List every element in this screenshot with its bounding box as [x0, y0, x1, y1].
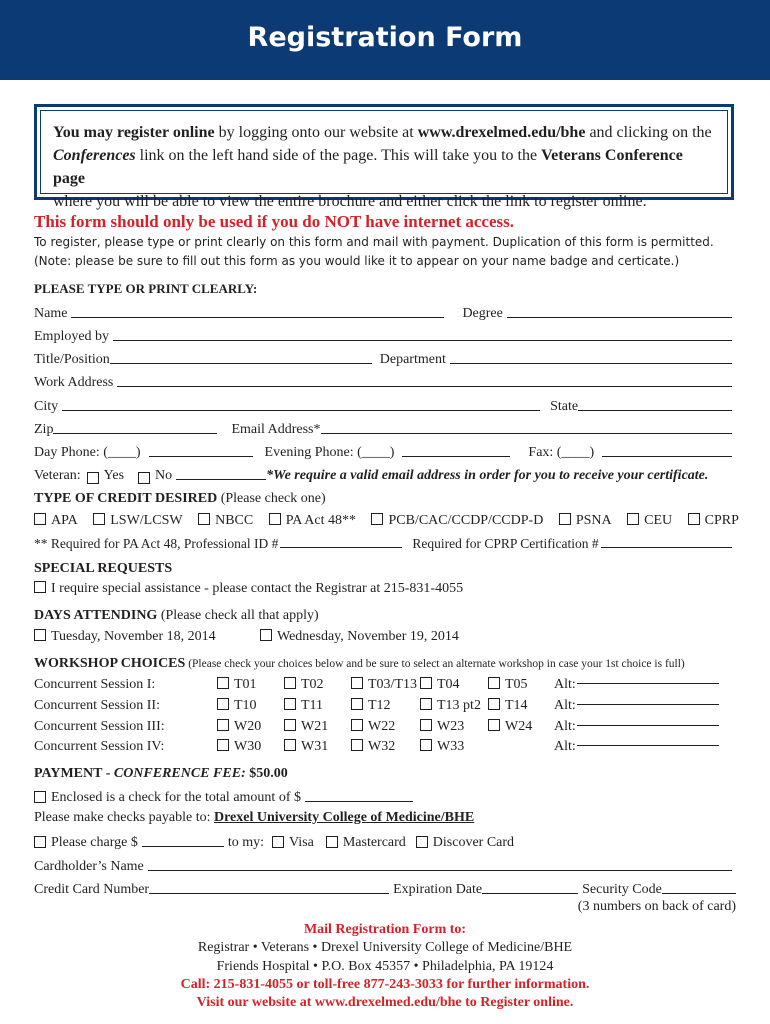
department-label: Department	[379, 352, 446, 367]
email-requirement-note: *We require a valid email address in order for you to receive your certificate.	[266, 468, 709, 483]
veteran-field[interactable]	[176, 479, 266, 480]
alt-field[interactable]	[577, 683, 719, 684]
to-my-label: to my:	[227, 835, 264, 850]
mail-address-line-1: Registrar • Veterans • Drexel University College of Medicine/BHE	[197, 940, 573, 955]
charge-amount-field[interactable]	[142, 846, 224, 847]
veteran-yes-label: Yes	[103, 468, 125, 483]
payable-row	[34, 810, 474, 826]
zip-row	[34, 418, 736, 438]
phone-row	[34, 441, 736, 461]
degree-label: Degree	[462, 306, 503, 321]
workshop-label: W23	[437, 719, 465, 734]
title-position-field[interactable]	[110, 363, 372, 364]
employed-by-field[interactable]	[113, 340, 732, 341]
charge-label: Please charge $	[51, 835, 138, 850]
workshop-checkbox[interactable]	[488, 677, 500, 689]
workshop-label: T11	[301, 698, 324, 713]
card-number-label: Credit Card Number	[34, 882, 150, 897]
card-number-row	[34, 878, 736, 898]
name-field[interactable]	[71, 317, 444, 318]
credit-id-row	[34, 532, 736, 552]
credit-option-label: APA	[51, 513, 78, 528]
payment-heading	[34, 766, 288, 782]
session-2-row	[34, 698, 736, 718]
workshop-label: T04	[437, 677, 460, 692]
credit-option-label: PSNA	[575, 513, 612, 528]
work-address-row	[34, 371, 736, 391]
veteran-no-label: No	[155, 468, 173, 483]
online-text-3: link on the left hand side of the page. This will take you to the	[135, 147, 542, 164]
credit-heading-text: TYPE OF CREDIT DESIRED	[34, 491, 218, 506]
fee-amount: $50.00	[245, 766, 288, 781]
credit-option-label: PCB/CAC/CCDP/CCDP-D	[388, 513, 544, 528]
special-requests-row	[34, 581, 463, 597]
workshop-checkbox[interactable]	[217, 698, 229, 710]
day-1-checkbox[interactable]	[34, 629, 46, 641]
alt-label: Alt:	[554, 698, 576, 713]
cprp-id-field[interactable]	[601, 547, 732, 548]
workshop-checkbox[interactable]	[488, 698, 500, 710]
website-info: Visit our website at www.drexelmed.edu/bhe to Register online.	[196, 995, 574, 1010]
zip-label: Zip	[34, 422, 54, 437]
workshop-label: T03/T13	[368, 677, 417, 692]
call-info: Call: 215-831-4055 or toll-free 877-243-3033 for further information.	[180, 977, 590, 992]
workshop-checkbox[interactable]	[351, 719, 363, 731]
credit-option-label: NBCC	[215, 513, 254, 528]
check-amount-field[interactable]	[305, 801, 413, 802]
payment-heading-text: PAYMENT -	[34, 766, 114, 781]
workshop-label: W31	[301, 739, 329, 754]
workshop-label: W21	[301, 719, 329, 734]
mastercard-checkbox[interactable]	[326, 836, 338, 848]
session-3-row	[34, 719, 736, 739]
credit-checkbox[interactable]	[269, 513, 281, 525]
fax-field[interactable]	[602, 456, 732, 457]
day-1-label: Tuesday, November 18, 2014	[51, 629, 216, 644]
email-label: Email Address*	[231, 422, 321, 437]
work-address-field[interactable]	[117, 386, 732, 387]
cardholder-row	[34, 855, 736, 875]
enclosed-check-label: Enclosed is a check for the total amount of $	[51, 790, 301, 805]
day-1-row	[34, 629, 216, 645]
workshop-checkbox[interactable]	[420, 677, 432, 689]
credit-heading	[34, 491, 326, 507]
online-text-4: where you will be able to view the entire brochure and either click the link to register online.	[53, 193, 647, 210]
mail-heading: Mail Registration Form to:	[303, 922, 467, 937]
credit-checkbox[interactable]	[688, 513, 700, 525]
internet-warning: This form should only be used if you do NOT have internet access.	[34, 212, 514, 231]
workshop-checkbox[interactable]	[420, 719, 432, 731]
workshop-label: W22	[368, 719, 396, 734]
alt-label: Alt:	[554, 677, 576, 692]
alt-field[interactable]	[577, 745, 719, 746]
discover-label: Discover Card	[432, 835, 515, 850]
workshop-checkbox[interactable]	[217, 739, 229, 751]
workshop-label: T10	[234, 698, 257, 713]
professional-id-field[interactable]	[280, 547, 402, 548]
email-field[interactable]	[321, 433, 733, 434]
day-phone-field[interactable]	[149, 456, 253, 457]
workshop-label: W24	[505, 719, 533, 734]
days-heading-text: DAYS ATTENDING	[34, 608, 158, 623]
workshop-checkbox[interactable]	[420, 698, 432, 710]
mastercard-label: Mastercard	[342, 835, 406, 850]
session-label: Concurrent Session I:	[34, 677, 156, 692]
workshop-checkbox[interactable]	[351, 677, 363, 689]
credit-options	[34, 513, 739, 529]
workshop-checkbox[interactable]	[351, 739, 363, 751]
online-registration-text	[40, 110, 728, 210]
workshop-label: T14	[505, 698, 528, 713]
special-requests-heading: SPECIAL REQUESTS	[34, 561, 173, 576]
alt-label: Alt:	[554, 739, 576, 754]
payee-name: Drexel University College of Medicine/BHE	[213, 810, 475, 825]
register-online-bold: You may register online	[53, 124, 215, 141]
workshop-label: T12	[368, 698, 391, 713]
evening-phone-field[interactable]	[402, 456, 510, 457]
session-label: Concurrent Session II:	[34, 698, 160, 713]
title-row	[34, 348, 736, 368]
session-label: Concurrent Session IV:	[34, 739, 165, 754]
discover-checkbox[interactable]	[416, 836, 428, 848]
state-field[interactable]	[578, 410, 732, 411]
alt-field[interactable]	[577, 704, 719, 705]
day-2-checkbox[interactable]	[260, 629, 272, 641]
cardholder-label: Cardholder’s Name	[34, 859, 144, 874]
workshop-checkbox[interactable]	[217, 677, 229, 689]
special-assistance-label: I require special assistance - please contact the Registrar at 215-831-4055	[51, 581, 464, 596]
credit-checkbox[interactable]	[93, 513, 105, 525]
online-text-1: by logging onto our website at	[214, 124, 418, 141]
workshop-label: W33	[437, 739, 465, 754]
enclosed-check-checkbox[interactable]	[34, 791, 46, 803]
charge-checkbox[interactable]	[34, 836, 46, 848]
city-row	[34, 395, 736, 415]
employed-row	[34, 325, 736, 345]
visa-checkbox[interactable]	[272, 836, 284, 848]
website-url: www.drexelmed.edu/bhe	[417, 124, 586, 141]
workshop-label: T13 pt2	[437, 698, 481, 713]
cprp-note: Required for CPRP Certification #	[412, 536, 599, 551]
workshop-checkbox[interactable]	[351, 698, 363, 710]
workshop-label: T02	[301, 677, 324, 692]
workshop-label: T05	[505, 677, 528, 692]
work-address-label: Work Address	[34, 375, 114, 390]
veteran-yes-checkbox[interactable]	[87, 472, 99, 484]
credit-checkbox[interactable]	[198, 513, 210, 525]
day-phone-label: Day Phone: (____)	[34, 445, 141, 460]
workshop-label: W30	[234, 739, 262, 754]
mail-address-line-2: Friends Hospital • P.O. Box 45357 • Philadelphia, PA 19124	[216, 959, 554, 974]
workshop-checkbox[interactable]	[284, 739, 296, 751]
credit-checkbox[interactable]	[559, 513, 571, 525]
zip-field[interactable]	[53, 433, 217, 434]
workshop-checkbox[interactable]	[284, 698, 296, 710]
department-field[interactable]	[450, 363, 732, 364]
employed-by-label: Employed by	[34, 329, 110, 344]
enclosed-check-row	[34, 786, 417, 806]
credit-checkbox[interactable]	[627, 513, 639, 525]
degree-field[interactable]	[507, 317, 732, 318]
veterans-conference-page: Veterans Conference page	[53, 147, 683, 187]
online-text-2: and clicking on the	[585, 124, 712, 141]
workshop-label: W20	[234, 719, 262, 734]
workshop-checkbox[interactable]	[217, 719, 229, 731]
veteran-no-checkbox[interactable]	[138, 472, 150, 484]
workshop-checkbox[interactable]	[488, 719, 500, 731]
page-title: Registration Form	[247, 22, 523, 53]
charge-row	[34, 831, 514, 851]
instructions-line-2: (Note: please be sure to fill out this form as you would like it to appear on your name badge and certicate.)	[34, 254, 680, 268]
workshop-heading	[34, 656, 685, 672]
session-label: Concurrent Session III:	[34, 719, 165, 734]
days-heading	[34, 608, 319, 624]
session-4-row	[34, 739, 736, 759]
expiration-field[interactable]	[482, 893, 578, 894]
city-label: City	[34, 399, 59, 414]
name-row	[34, 302, 736, 322]
name-label: Name	[34, 306, 68, 321]
credit-option-label: LSW/LCSW	[110, 513, 183, 528]
cardholder-field[interactable]	[148, 870, 732, 871]
day-2-label: Wednesday, November 19, 2014	[277, 629, 459, 644]
session-1-row	[34, 677, 736, 697]
credit-hint: (Please check one)	[217, 491, 326, 506]
conferences-link-text: Conferences	[53, 147, 136, 164]
expiration-label: Expiration Date	[393, 882, 483, 897]
days-hint: (Please check all that apply)	[157, 608, 319, 623]
credit-checkbox[interactable]	[371, 513, 383, 525]
security-code-field[interactable]	[662, 893, 736, 894]
workshop-checkbox[interactable]	[284, 677, 296, 689]
state-label: State	[550, 399, 579, 414]
fax-label: Fax: (____)	[528, 445, 595, 460]
card-number-field[interactable]	[149, 893, 389, 894]
header-banner	[0, 0, 770, 80]
credit-checkbox[interactable]	[34, 513, 46, 525]
credit-option-label: CPRP	[704, 513, 739, 528]
veteran-row	[34, 464, 736, 484]
workshop-checkbox[interactable]	[420, 739, 432, 751]
special-assistance-checkbox[interactable]	[34, 581, 46, 593]
credit-option-label: CEU	[644, 513, 673, 528]
evening-phone-label: Evening Phone: (____)	[264, 445, 395, 460]
payable-label: Please make checks payable to:	[34, 810, 214, 825]
print-clearly-heading: PLEASE TYPE OR PRINT CLEARLY:	[34, 281, 258, 296]
security-code-label: Security Code	[582, 882, 662, 897]
workshop-label: W32	[368, 739, 396, 754]
workshop-heading-text: WORKSHOP CHOICES	[34, 656, 186, 671]
veteran-label: Veteran:	[34, 468, 81, 483]
instructions-line-1: To register, please type or print clearly on this form and mail with payment. Duplication of this form is permitted.	[34, 235, 714, 249]
workshop-hint: (Please check your choices below and be sure to select an alternate workshop in case your 1st choice is full)	[185, 658, 685, 670]
alt-label: Alt:	[554, 719, 576, 734]
title-position-label: Title/Position	[34, 352, 110, 367]
security-code-note: (3 numbers on back of card)	[577, 899, 736, 914]
visa-label: Visa	[289, 835, 314, 850]
fee-label: CONFERENCE FEE:	[113, 766, 246, 781]
credit-option-label: PA Act 48**	[285, 513, 356, 528]
city-field[interactable]	[62, 410, 540, 411]
day-2-row	[260, 629, 459, 645]
workshop-checkbox[interactable]	[284, 719, 296, 731]
alt-field[interactable]	[577, 725, 719, 726]
pa-act-note: ** Required for PA Act 48, Professional ID #	[34, 536, 279, 551]
workshop-label: T01	[234, 677, 257, 692]
online-registration-box	[34, 104, 734, 210]
